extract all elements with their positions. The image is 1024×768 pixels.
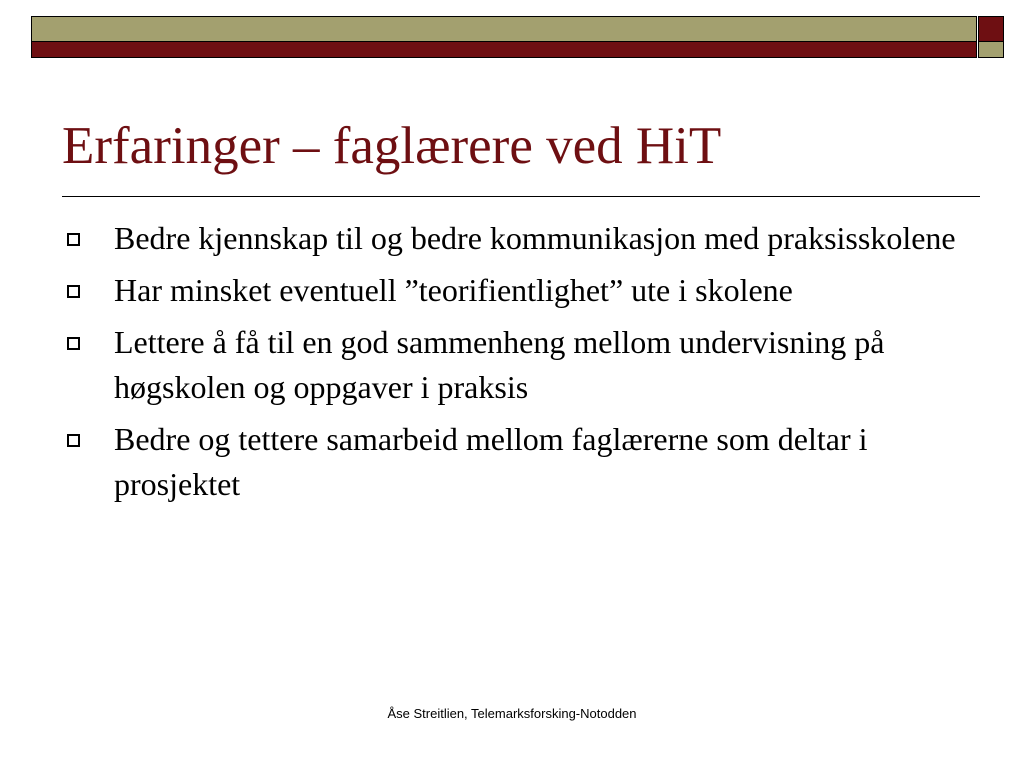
slide-footer: Åse Streitlien, Telemarksforsking-Notodden (387, 706, 637, 721)
bullet-text: Bedre kjennskap til og bedre kommunikasjon med praksisskolene (114, 220, 956, 256)
list-item (62, 417, 972, 507)
header-bar-maroon (31, 42, 977, 58)
hollow-square-icon (67, 434, 80, 447)
list-item (62, 320, 972, 410)
bullet-text: Har minsket eventuell ”teorifientlighet” ute i skolene (114, 272, 793, 308)
bullet-text: Lettere å få til en god sammenheng mellom undervisning på høgskolen og oppgaver i praksis (114, 324, 885, 405)
title-divider (62, 196, 980, 197)
list-item (62, 216, 972, 261)
hollow-square-icon (67, 337, 80, 350)
hollow-square-icon (67, 285, 80, 298)
bullet-list (62, 216, 972, 514)
hollow-square-icon (67, 233, 80, 246)
slide-title: Erfaringer – faglærere ved HiT (62, 117, 722, 175)
list-item (62, 268, 972, 313)
corner-square-olive (978, 42, 1004, 58)
header-bar-olive (31, 16, 977, 42)
corner-square-maroon (978, 16, 1004, 42)
bullet-text: Bedre og tettere samarbeid mellom faglærerne som deltar i prosjektet (114, 421, 868, 502)
